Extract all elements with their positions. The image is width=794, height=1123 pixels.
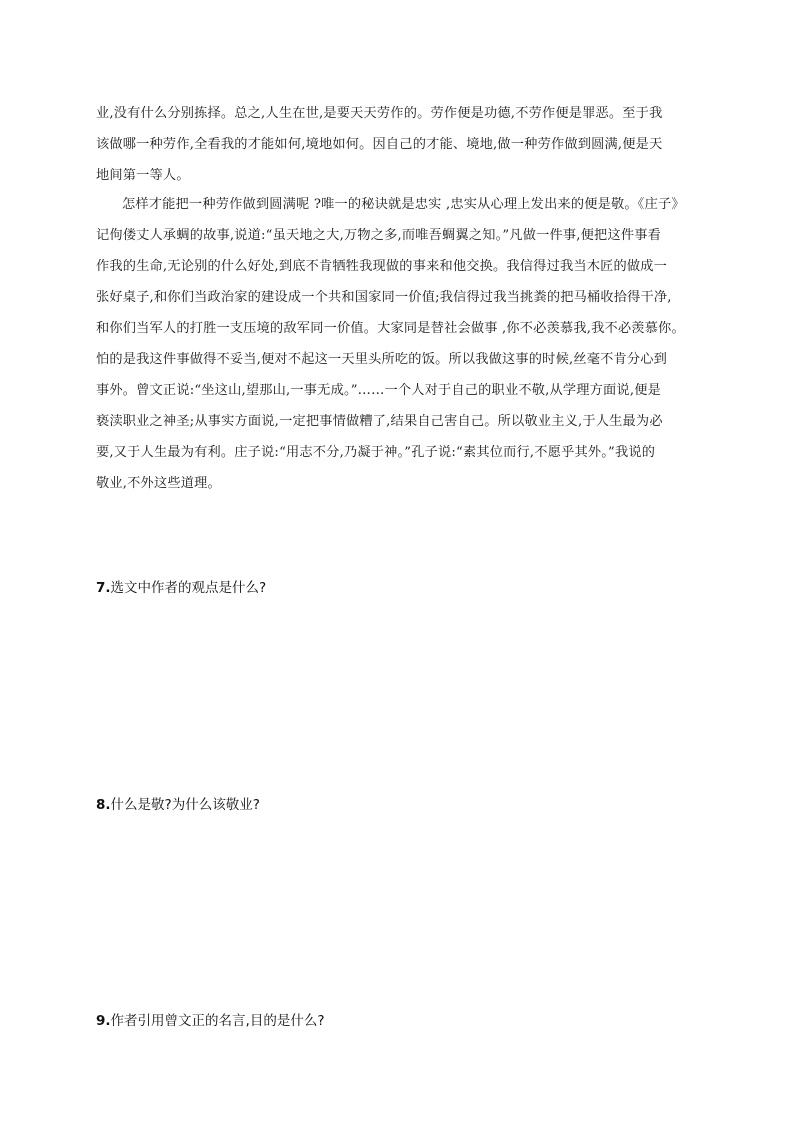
passage-line: 该做哪一种劳作,全看我的才能如何,境地如何。因自己的才能、境地,做一种劳作做到圆满,便是天 xyxy=(96,137,663,152)
question-number: 7. xyxy=(96,580,111,596)
passage-line: 业,没有什么分别拣择。总之,人生在世,是要天天劳作的。劳作便是功德,不劳作便是罪恶。至于我 xyxy=(96,106,663,121)
question-text: 什么是敬?为什么该敬业? xyxy=(110,797,260,813)
passage-line: 和你们当军人的打胜一支压境的敌军同一价值。大家同是替社会做事 ,你不必羡慕我,我不必羡慕你。 xyxy=(96,321,685,336)
passage-line: 怕的是我这件事做得不妥当,便对不起这一天里头所吃的饭。所以我做这事的时候,丝毫不肯分心到 xyxy=(96,352,668,367)
passage-line: 记佝偻丈人承蜩的故事,说道:“虽天地之大,万物之多,而唯吾蜩翼之知。”凡做一件事,便把这件事看 xyxy=(96,228,661,243)
answer-area-9[interactable] xyxy=(96,1036,702,1106)
passage-line: 地间第一等人。 xyxy=(96,168,190,183)
answer-area-8[interactable] xyxy=(96,820,702,1000)
passage-paragraph-1 xyxy=(96,98,702,191)
passage-line: 张好桌子,和你们当政治家的建设成一个共和国家同一价值;我信得过我当挑粪的把马桶收拾得干净, xyxy=(96,290,672,305)
question-text: 选文中作者的观点是什么? xyxy=(110,580,267,596)
question-9 xyxy=(96,1012,325,1030)
passage-line: 敬业,不外这些道理。 xyxy=(96,476,221,491)
passage-line: 作我的生命,无论别的什么好处,到底不肯牺牲我现做的事来和他交换。我信得过我当木匠的做成一 xyxy=(96,259,668,274)
question-8 xyxy=(96,796,260,814)
question-text: 作者引用曾文正的名言,目的是什么? xyxy=(110,1013,325,1029)
question-number: 9. xyxy=(96,1013,111,1029)
passage-line: 要,又于人生最为有利。庄子说:“用志不分,乃凝于神。”孔子说:“素其位而行,不愿乎其外。”我说的 xyxy=(96,445,656,460)
passage-line: 怎样才能把一种劳作做到圆满呢 ?唯一的秘诀就是忠实 ,忠实从心理上发出来的便是敬。《庄子》 xyxy=(122,197,685,212)
question-number: 8. xyxy=(96,797,111,813)
answer-area-7[interactable] xyxy=(96,602,702,782)
passage-paragraph-2 xyxy=(96,189,702,499)
passage-line: 亵渎职业之神圣;从事实方面说,一定把事情做糟了,结果自己害自己。所以敬业主义,于人生最为必 xyxy=(96,414,663,429)
question-7 xyxy=(96,579,266,597)
passage-line: 事外。曾文正说:“坐这山,望那山,一事无成。”……一个人对于自己的职业不敬,从学理方面说,便是 xyxy=(96,383,661,398)
